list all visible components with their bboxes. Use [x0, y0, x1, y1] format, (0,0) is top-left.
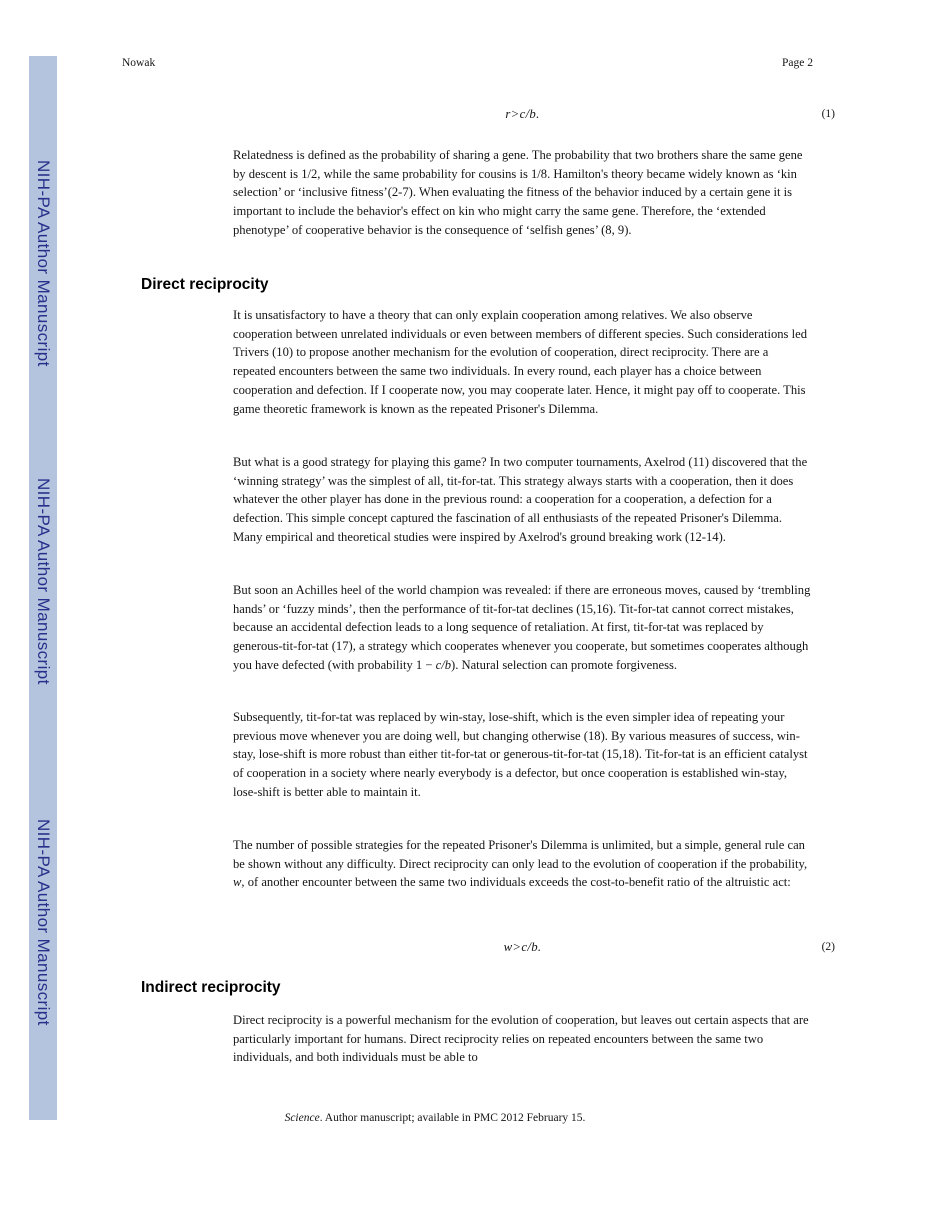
journal-footer [57, 1112, 813, 1124]
equation-1-number: (1) [821, 108, 835, 120]
inline-math-w: w [233, 875, 242, 890]
watermark-label-bottom: NIH-PA Author Manuscript [34, 818, 53, 1026]
equation-2-number: (2) [821, 941, 835, 953]
running-head-author: Nowak [122, 57, 156, 69]
section-heading-direct-reciprocity: Direct reciprocity [141, 276, 269, 293]
paragraph-direct-5 [233, 836, 812, 892]
footer-text: . Author manuscript; available in PMC 2012 February 15. [319, 1112, 586, 1124]
paragraph-direct-4: Subsequently, tit-for-tat was replaced by win-stay, lose-shift, which is the even simpler idea of repeating your previous move whenever you are doing well, but changing otherwise (18). By various measures of success, win-stay, lose-shift is more robust than either tit-for-tat or generous-tit-for-tat (15,18). Tit-for-tat is an efficient catalyst of cooperation in a society where nearly everybody is a defector, but once cooperation is established win-stay, lose-shift is better able to maintain it. [233, 710, 808, 799]
paragraph-direct-3 [233, 581, 812, 675]
paragraph-direct-3-text: But soon an Achilles heel of the world champion was revealed: if there are erroneous moves, caused by ‘trembling hands’ or ‘fuzzy minds’, then the performance of tit-for-tat declines (15,16). Tit-for-tat cannot correct mistakes, because an accidental defection leads to a long sequence of retaliation. At first, tit-for-tat was replaced by generous-tit-for-tat (17), a strategy which cooperates whenever you cooperate, but sometimes cooperates although you have defected (with probability 1 − [233, 583, 811, 672]
equation-1 [233, 107, 835, 125]
paragraph-direct-5-tail: , of another encounter between the same two individuals exceeds the cost-to-benefit ratio of the altruistic act: [241, 875, 791, 890]
inline-math-cb: c/b [435, 657, 451, 672]
equation-1-formula: r>c/b. [505, 107, 540, 121]
paragraph-direct-3-tail: ). Natural selection can promote forgiveness. [451, 657, 678, 672]
running-head [0, 57, 952, 73]
paragraph-relatedness: Relatedness is defined as the probability of sharing a gene. The probability that two brothers share the same gene by descent is 1/2, while the same probability for cousins is 1/8. Hamilton's theory became widely known as ‘kin selection’ or ‘inclusive fitness’(2-7). When evaluating the fitness of the behavior induced by a certain gene it is important to include the behavior's effect on kin who might carry the same gene. Therefore, the ‘extended phenotype’ of cooperative behavior is the consequence of ‘selfish genes’ (8, 9). [233, 148, 803, 237]
journal-title: Science [284, 1112, 320, 1124]
watermark-label-middle: NIH-PA Author Manuscript [34, 477, 53, 685]
nihpa-watermark-strip [29, 56, 57, 1120]
page-number: Page 2 [782, 57, 813, 69]
watermark-label-top: NIH-PA Author Manuscript [34, 159, 53, 367]
equation-2 [233, 940, 835, 958]
paragraph-indirect-1: Direct reciprocity is a powerful mechanism for the evolution of cooperation, but leaves out certain aspects that are particularly important for humans. Direct reciprocity relies on repeated encounters between the same two individuals, and both individuals must be able to [233, 1013, 809, 1065]
equation-2-formula: w>c/b. [503, 940, 542, 954]
paragraph-direct-2: But what is a good strategy for playing this game? In two computer tournaments, Axelrod (11) discovered that the ‘winning strategy’ was the simplest of all, tit-for-tat. This strategy always starts with a cooperation, then it does whatever the other player has done in the previous round: a cooperation for a cooperation, a defection for a defection. This simple concept captured the fascination of all enthusiasts of the repeated Prisoner's Dilemma. Many empirical and theoretical studies were inspired by Axelrod's ground breaking work (12-14). [233, 455, 808, 544]
paragraph-direct-5-text: The number of possible strategies for the repeated Prisoner's Dilemma is unlimited, but a simple, general rule can be shown without any difficulty. Direct reciprocity can only lead to the evolution of cooperation if the probability, [233, 838, 808, 871]
section-heading-indirect-reciprocity: Indirect reciprocity [141, 979, 281, 996]
paragraph-direct-1: It is unsatisfactory to have a theory that can only explain cooperation among relatives. We also observe cooperation between unrelated individuals or even between members of different species. Such considerations led Trivers (10) to propose another mechanism for the evolution of cooperation, direct reciprocity. There are a repeated encounters between the same two individuals. In every round, each player has a choice between cooperation and defection. If I cooperate now, you may cooperate later. Hence, it might pay off to cooperate. This game theoretic framework is known as the repeated Prisoner's Dilemma. [233, 308, 807, 416]
